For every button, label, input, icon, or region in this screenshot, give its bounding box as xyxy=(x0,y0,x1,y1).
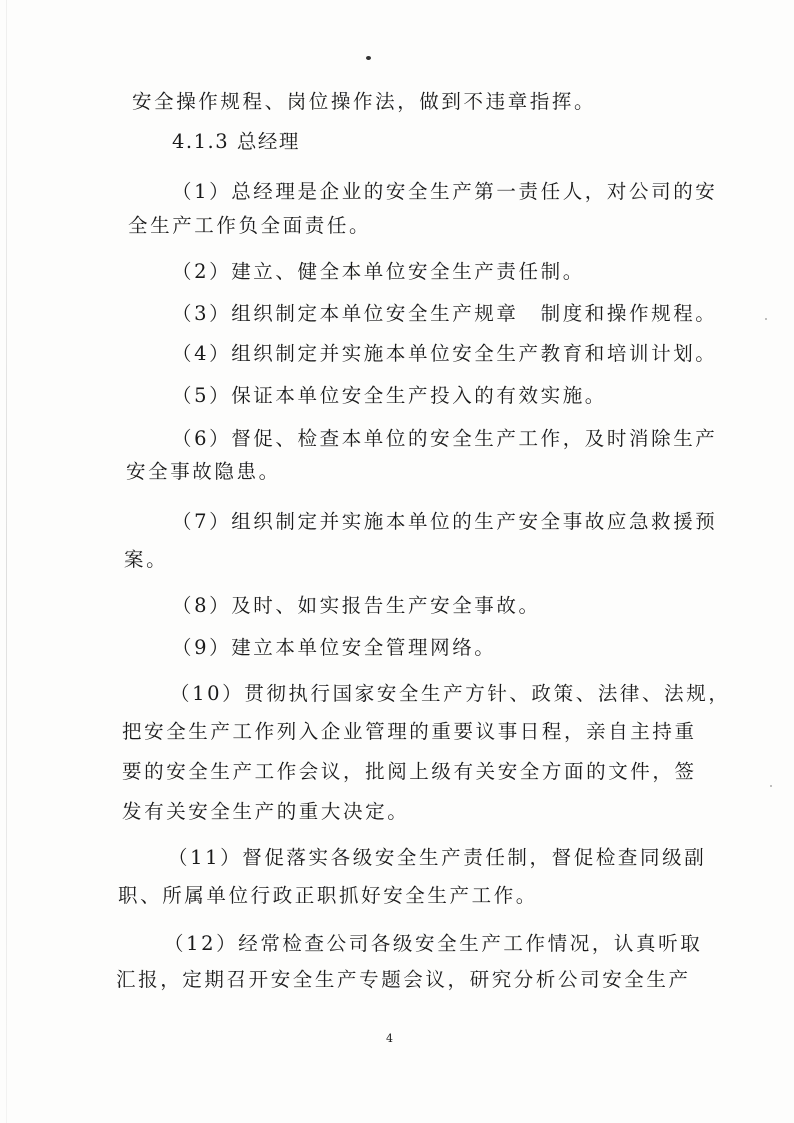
body-line: 职、所属单位行政正职抓好安全生产工作。 xyxy=(118,884,538,907)
body-line: （7）组织制定并实施本单位的生产安全事故应急救援预 xyxy=(172,510,718,533)
body-line: 安全事故隐患。 xyxy=(126,460,281,483)
scan-edge xyxy=(6,0,7,1123)
page-number: 4 xyxy=(386,1032,393,1045)
scan-speck xyxy=(765,318,767,320)
body-line: （9）建立本单位安全管理网络。 xyxy=(172,636,497,659)
body-line: 发有关安全生产的重大决定。 xyxy=(122,800,410,823)
scan-speck xyxy=(366,56,371,60)
body-line: 安全操作规程、岗位操作法，做到不违章指挥。 xyxy=(132,90,597,113)
body-line: 把安全生产工作列入企业管理的重要议事日程，亲自主持重 xyxy=(122,720,697,743)
body-line: （2）建立、健全本单位安全生产责任制。 xyxy=(172,260,585,283)
body-line: （8）及时、如实报告生产安全事故。 xyxy=(172,594,541,617)
body-line: （5）保证本单位安全生产投入的有效实施。 xyxy=(172,384,607,407)
body-line: （12）经常检查公司各级安全生产工作情况，认真听取 xyxy=(164,932,703,955)
body-line: （11）督促落实各级安全生产责任制，督促检查同级副 xyxy=(168,846,707,869)
body-line: 汇报，定期召开安全生产专题会议，研究分析公司安全生产 xyxy=(116,968,691,991)
section-heading: 4.1.3 总经理 xyxy=(172,130,300,153)
body-line: （4）组织制定并实施本单位安全生产教育和培训计划。 xyxy=(172,342,718,365)
body-line: （10）贯彻执行国家安全生产方针、政策、法律、法规， xyxy=(170,682,731,705)
body-line: （6）督促、检查本单位的安全生产工作，及时消除生产 xyxy=(172,427,718,450)
body-line: 全生产工作负全面责任。 xyxy=(128,214,372,237)
body-line: 要的安全生产工作会议，批阅上级有关安全方面的文件，签 xyxy=(122,760,697,783)
body-line: 案。 xyxy=(124,548,169,571)
body-line: （3）组织制定本单位安全生产规章 制度和操作规程。 xyxy=(172,302,718,325)
scan-speck xyxy=(770,785,772,787)
body-line: （1）总经理是企业的安全生产第一责任人，对公司的安 xyxy=(172,180,718,203)
